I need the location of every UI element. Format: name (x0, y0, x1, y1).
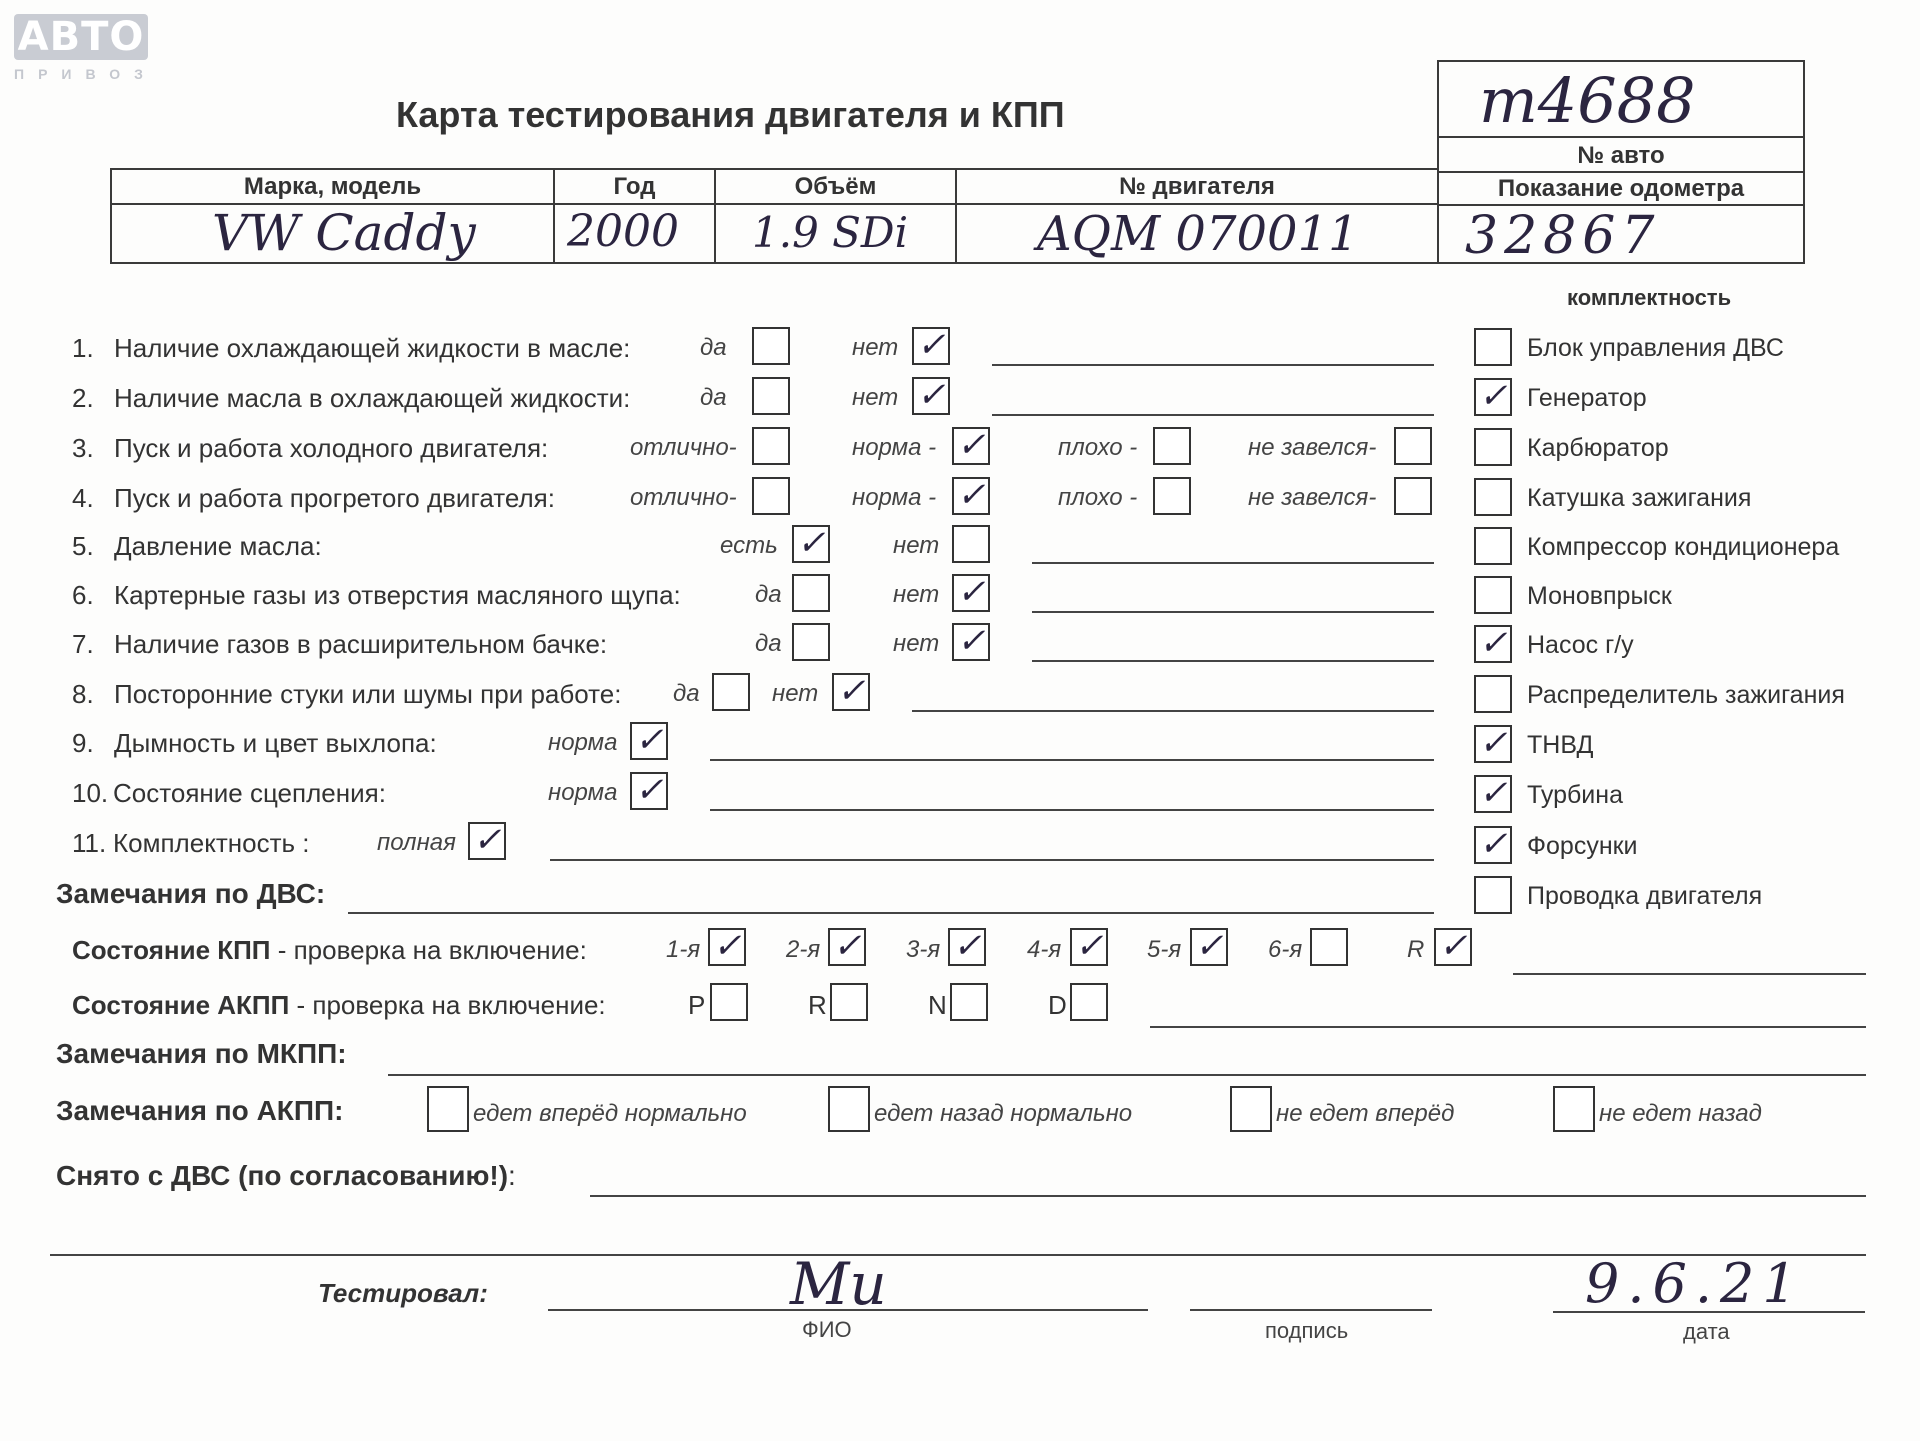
question-number: 6. (72, 580, 94, 610)
answer-checkbox[interactable] (1153, 477, 1191, 515)
akpp-option-checkbox[interactable] (427, 1086, 469, 1132)
answer-checkbox[interactable] (1394, 427, 1432, 465)
answer-checkbox[interactable] (630, 772, 668, 810)
answer-mark: ✓ (635, 720, 664, 760)
akpp-option-checkbox[interactable] (828, 1086, 870, 1132)
car-number-label: № авто (1577, 142, 1665, 169)
fio-line[interactable] (548, 1309, 1148, 1311)
engine-header: № двигателя (1119, 173, 1275, 200)
completeness-mark: ✓ (1479, 623, 1508, 663)
gear-label: 2-я (786, 936, 821, 963)
question-text: Давление масла: (114, 531, 322, 561)
akpp-remarks-label: Замечания по АКПП: (56, 1095, 344, 1126)
option-label: норма (548, 779, 618, 806)
answer-mark: ✓ (957, 425, 986, 465)
dvs-remarks-line[interactable] (348, 912, 1434, 914)
answer-checkbox[interactable] (752, 327, 790, 365)
answer-checkbox[interactable] (792, 525, 830, 563)
akpp-option-checkbox[interactable] (1553, 1086, 1595, 1132)
option-label: да (673, 680, 700, 707)
option-label: отлично- (630, 484, 737, 511)
kpp-row-label (72, 935, 587, 966)
completeness-item-label: Насос г/у (1527, 631, 1634, 659)
completeness-checkbox[interactable] (1474, 478, 1512, 516)
answer-checkbox[interactable] (952, 427, 990, 465)
mkpp-remarks-label: Замечания по МКПП: (56, 1038, 347, 1069)
answer-checkbox[interactable] (1394, 477, 1432, 515)
divider (1439, 136, 1803, 138)
question-number: 1. (72, 333, 94, 363)
option-label: нет (852, 384, 899, 411)
brand-logo-subtitle: ПРИВОЗ (14, 66, 157, 82)
engine-value: AQM 070011 (1037, 206, 1359, 262)
gear-label: R (1407, 936, 1425, 963)
answer-mark: ✓ (917, 325, 946, 365)
akpp-gear-checkbox[interactable] (1070, 983, 1108, 1021)
dvs-remarks-label: Замечания по ДВС: (56, 878, 326, 909)
akpp-gear-label: D (1048, 990, 1067, 1020)
option-label: да (700, 334, 727, 361)
answer-mark: ✓ (837, 671, 866, 711)
answer-checkbox[interactable] (792, 574, 830, 612)
answer-checkbox[interactable] (752, 427, 790, 465)
answer-checkbox[interactable] (752, 477, 790, 515)
completeness-mark: ✓ (1479, 773, 1508, 813)
akpp-gear-label: R (808, 990, 827, 1020)
completeness-checkbox[interactable] (1474, 428, 1512, 466)
divider (1439, 171, 1803, 173)
question-number: 8. (72, 679, 94, 709)
volume-column (716, 170, 957, 262)
removed-colon: : (508, 1160, 516, 1191)
question-number: 3. (72, 433, 94, 463)
option-label: отлично- (630, 434, 737, 461)
sign-caption: подпись (1265, 1318, 1349, 1343)
mkpp-remarks-line[interactable] (388, 1074, 1866, 1076)
question-notes-line[interactable] (710, 809, 1434, 811)
option-label: да (700, 384, 727, 411)
answer-checkbox[interactable] (952, 574, 990, 612)
completeness-checkbox[interactable] (1474, 625, 1512, 663)
answer-mark: ✓ (635, 770, 664, 810)
completeness-checkbox[interactable] (1474, 675, 1512, 713)
removed-label (56, 1160, 516, 1192)
option-label: полная (377, 829, 456, 856)
gear-checkbox[interactable] (828, 928, 866, 966)
question-text: Пуск и работа прогретого двигателя: (114, 483, 555, 513)
question-text: Наличие охлаждающей жидкости в масле: (114, 333, 631, 363)
answer-mark: ✓ (957, 475, 986, 515)
odometer-value: 32867 (1465, 206, 1661, 266)
completeness-item-label: Турбина (1527, 781, 1623, 809)
completeness-checkbox[interactable] (1474, 775, 1512, 813)
akpp-gear-checkbox[interactable] (830, 983, 868, 1021)
question-text: Посторонние стуки или шумы при работе: (114, 679, 622, 709)
answer-checkbox[interactable] (752, 377, 790, 415)
brand-logo: АВТО (14, 14, 148, 60)
question-number: 5. (72, 531, 94, 561)
gear-mark: ✓ (1075, 926, 1104, 966)
date-line[interactable] (1553, 1311, 1865, 1313)
option-label: не завелся- (1248, 484, 1377, 511)
make-header: Марка, модель (243, 173, 422, 200)
gear-checkbox[interactable] (1190, 928, 1228, 966)
question-number: 11. (72, 828, 107, 858)
gear-label: 5-я (1147, 936, 1182, 963)
signature-value: Mи (790, 1250, 887, 1318)
gear-checkbox[interactable] (948, 928, 986, 966)
option-label: норма - (852, 434, 937, 461)
option-label: нет (893, 532, 940, 559)
question-text: Состояние сцепления: (113, 778, 386, 808)
question-text: Дымность и цвет выхлопа: (114, 728, 437, 758)
question-notes-line[interactable] (1032, 660, 1434, 662)
completeness-item-label: Моновпрыск (1527, 582, 1672, 610)
car-info-box (1437, 60, 1805, 264)
akpp-gear-label: N (928, 990, 947, 1020)
question-notes-line[interactable] (710, 759, 1434, 761)
akpp-title: Состояние АКПП (72, 990, 290, 1020)
option-label: не завелся- (1248, 434, 1377, 461)
make-column (112, 170, 555, 262)
question-number: 2. (72, 383, 94, 413)
option-label: да (755, 581, 782, 608)
completeness-item-label: ТНВД (1527, 731, 1594, 759)
option-label: да (755, 630, 782, 657)
akpp-option-checkbox[interactable] (1230, 1086, 1272, 1132)
completeness-checkbox[interactable] (1474, 527, 1512, 565)
answer-checkbox[interactable] (1153, 427, 1191, 465)
question-notes-line[interactable] (550, 859, 1434, 861)
engine-column (957, 170, 1437, 262)
completeness-mark: ✓ (1479, 723, 1508, 763)
answer-checkbox[interactable] (792, 623, 830, 661)
kpp-title: Состояние КПП (72, 935, 271, 965)
akpp-gear-checkbox[interactable] (950, 983, 988, 1021)
akpp-remarks-line[interactable] (1150, 1026, 1866, 1028)
odometer-label: Показание одометра (1497, 175, 1745, 202)
question-number: 9. (72, 728, 94, 758)
completeness-checkbox[interactable] (1474, 725, 1512, 763)
question-notes-line[interactable] (992, 364, 1434, 366)
answer-mark: ✓ (917, 375, 946, 415)
akpp-option-label: не едет назад (1599, 1100, 1762, 1127)
option-label: нет (852, 334, 899, 361)
option-label: норма - (852, 484, 937, 511)
removed-bold: Снято с ДВС (по согласованию!) (56, 1160, 509, 1191)
option-label: нет (893, 581, 940, 608)
question-text: Картерные газы из отверстия масляного щупа: (114, 580, 681, 610)
sign-line[interactable] (1190, 1309, 1432, 1311)
question-number: 7. (72, 629, 94, 659)
answer-checkbox[interactable] (952, 623, 990, 661)
gear-mark: ✓ (1195, 926, 1224, 966)
gear-label: 3-я (906, 936, 941, 963)
question-notes-line[interactable] (1032, 562, 1434, 564)
gear-label: 1-я (666, 936, 701, 963)
completeness-item-label: Карбюратор (1527, 434, 1669, 462)
removed-line[interactable] (590, 1195, 1866, 1197)
make-value: VW Caddy (212, 204, 476, 262)
gear-mark: ✓ (833, 926, 862, 966)
akpp-option-label: не едет вперёд (1276, 1100, 1455, 1127)
volume-header: Объём (794, 173, 877, 200)
gear-mark: ✓ (713, 926, 742, 966)
volume-value: 1.9 SDi (752, 208, 909, 257)
year-header: Год (613, 173, 656, 200)
completeness-item-label: Проводка двигателя (1527, 882, 1763, 910)
question-notes-line[interactable] (912, 710, 1434, 712)
answer-checkbox[interactable] (912, 327, 950, 365)
akpp-gear-label: P (688, 990, 706, 1020)
form-title: Карта тестирования двигателя и КПП (396, 94, 1065, 135)
answer-checkbox[interactable] (912, 377, 950, 415)
gear-mark: ✓ (1439, 926, 1468, 966)
answer-checkbox[interactable] (712, 673, 750, 711)
akpp-row-label (72, 990, 606, 1021)
tested-label: Тестировал: (318, 1278, 488, 1308)
question-text: Наличие газов в расширительном бачке: (114, 629, 608, 659)
akpp-gear-checkbox[interactable] (710, 983, 748, 1021)
kpp-remarks-line[interactable] (1513, 973, 1866, 975)
completeness-item-label: Блок управления ДВС (1527, 334, 1784, 362)
answer-mark: ✓ (957, 621, 986, 661)
year-value: 2000 (567, 206, 679, 257)
answer-checkbox[interactable] (630, 722, 668, 760)
answer-checkbox[interactable] (832, 673, 870, 711)
fio-caption: ФИО (802, 1317, 852, 1342)
completeness-mark: ✓ (1479, 376, 1508, 416)
question-number: 4. (72, 483, 94, 513)
completeness-item-label: Форсунки (1527, 832, 1638, 860)
gear-checkbox[interactable] (708, 928, 746, 966)
completeness-mark: ✓ (1479, 824, 1508, 864)
option-label: нет (772, 680, 819, 707)
completeness-checkbox[interactable] (1474, 876, 1512, 914)
completeness-title: комплектность (1567, 285, 1732, 310)
completeness-checkbox[interactable] (1474, 576, 1512, 614)
completeness-item-label: Распределитель зажигания (1527, 681, 1845, 709)
gear-checkbox[interactable] (1070, 928, 1108, 966)
gear-label: 4-я (1027, 936, 1062, 963)
option-label: норма (548, 729, 618, 756)
question-number: 10. (72, 778, 109, 808)
option-label: нет (893, 630, 940, 657)
akpp-option-label: едет вперёд нормально (473, 1100, 747, 1127)
completeness-item-label: Катушка зажигания (1527, 484, 1752, 512)
akpp-rest: - проверка на включение: (289, 990, 606, 1020)
year-column (555, 170, 716, 262)
answer-mark: ✓ (797, 523, 826, 563)
question-text: Комплектность : (113, 828, 310, 858)
option-label: плохо - (1058, 434, 1138, 461)
gear-checkbox[interactable] (1310, 928, 1348, 966)
car-number-value: т4688 (1479, 64, 1696, 137)
akpp-option-label: едет назад нормально (874, 1100, 1133, 1127)
option-label: плохо - (1058, 484, 1138, 511)
completeness-item-label: Генератор (1527, 384, 1647, 412)
answer-mark: ✓ (473, 820, 502, 860)
completeness-checkbox[interactable] (1474, 378, 1512, 416)
date-value: 9.6.21 (1585, 1252, 1805, 1315)
answer-checkbox[interactable] (952, 477, 990, 515)
question-notes-line[interactable] (992, 414, 1434, 416)
completeness-checkbox[interactable] (1474, 328, 1512, 366)
completeness-checkbox[interactable] (1474, 826, 1512, 864)
gear-checkbox[interactable] (1434, 928, 1472, 966)
gear-mark: ✓ (953, 926, 982, 966)
date-caption: дата (1683, 1319, 1730, 1344)
answer-checkbox[interactable] (468, 822, 506, 860)
question-text: Наличие масла в охлаждающей жидкости: (114, 383, 631, 413)
kpp-rest: - проверка на включение: (270, 935, 587, 965)
answer-mark: ✓ (957, 572, 986, 612)
completeness-item-label: Компрессор кондиционера (1527, 533, 1840, 561)
vehicle-table (110, 168, 1439, 264)
question-text: Пуск и работа холодного двигателя: (114, 433, 549, 463)
option-label: есть (720, 532, 778, 559)
answer-checkbox[interactable] (952, 525, 990, 563)
question-notes-line[interactable] (1032, 611, 1434, 613)
gear-label: 6-я (1268, 936, 1303, 963)
